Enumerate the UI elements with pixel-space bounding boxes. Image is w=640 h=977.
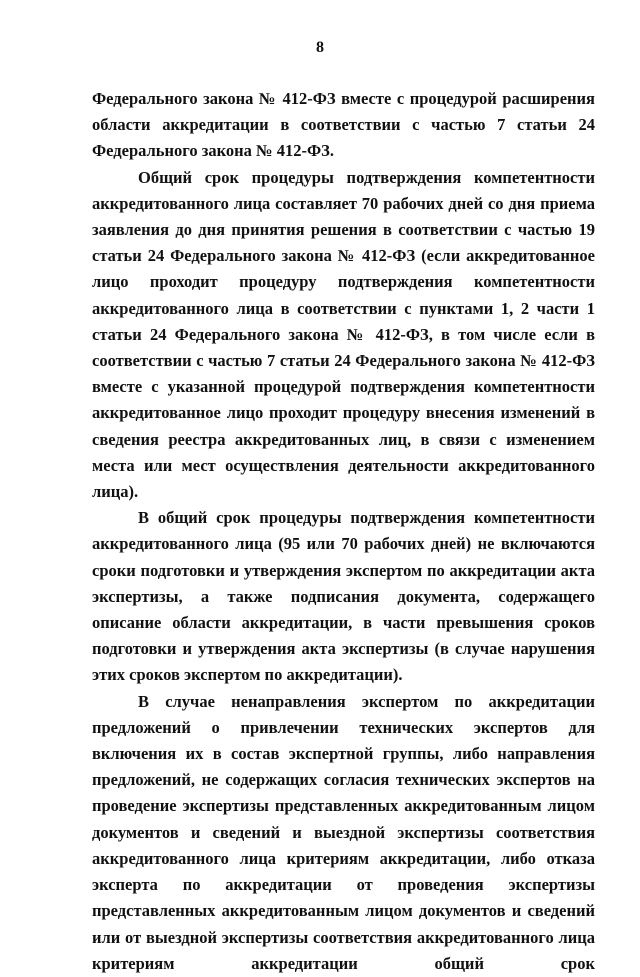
document-body xyxy=(92,86,595,977)
paragraph-total-term: Общий срок процедуры подтверждения компетентности аккредитованного лица составляет 70 рабочих дней со дня приема заявления до дня принятия решения в соответствии с частью 19 статьи 24 Федерального закона № 412-ФЗ (если аккредитованное лицо проходит процедуру подтверждения компетентности аккредитованного лица в соответствии с пунктами 1, 2 части 1 статьи 24 Федерального закона № 412-ФЗ, в том числе если в соответствии с частью 7 статьи 24 Федерального закона № 412-ФЗ вместе с указанной процедурой подтверждения компетентности аккредитованное лицо проходит процедуру внесения изменений в сведения реестра аккредитованных лиц, в связи с изменением места или мест осуществления деятельности аккредитованного лица). xyxy=(92,167,595,502)
page-number: 8 xyxy=(316,39,324,56)
paragraph-non-submission: В случае ненаправления экспертом по аккредитации предложений о привлечении технических экспертов для включения их в состав экспертной группы, либо направления предложений, не содержащих согласия технических экспертов на проведение экспертизы представленных аккредитованным лицом документов и сведений и выездной экспертизы соответствия аккредитованного лица критериям аккредитации, либо отказа эксперта по аккредитации от проведения экспертизы представленных аккредитованным лицом документов и сведений или от выездной экспертизы соответствия аккредитованного лица критериям аккредитации общий срок xyxy=(92,691,595,973)
paragraph-excluded-terms: В общий срок процедуры подтверждения компетентности аккредитованного лица (95 или 70 рабочих дней) не включаются сроки подготовки и утверждения экспертом по аккредитации акта экспертизы, а также подписания документа, содержащего описание области аккредитации, в части превышения сроков подготовки и утверждения акта экспертизы (в случае нарушения этих сроков экспертом по аккредитации). xyxy=(92,508,595,685)
paragraph-continuation: Федерального закона № 412-ФЗ вместе с процедурой расширения области аккредитации в соответствии с частью 7 статьи 24 Федерального закона № 412-ФЗ. xyxy=(92,89,595,161)
